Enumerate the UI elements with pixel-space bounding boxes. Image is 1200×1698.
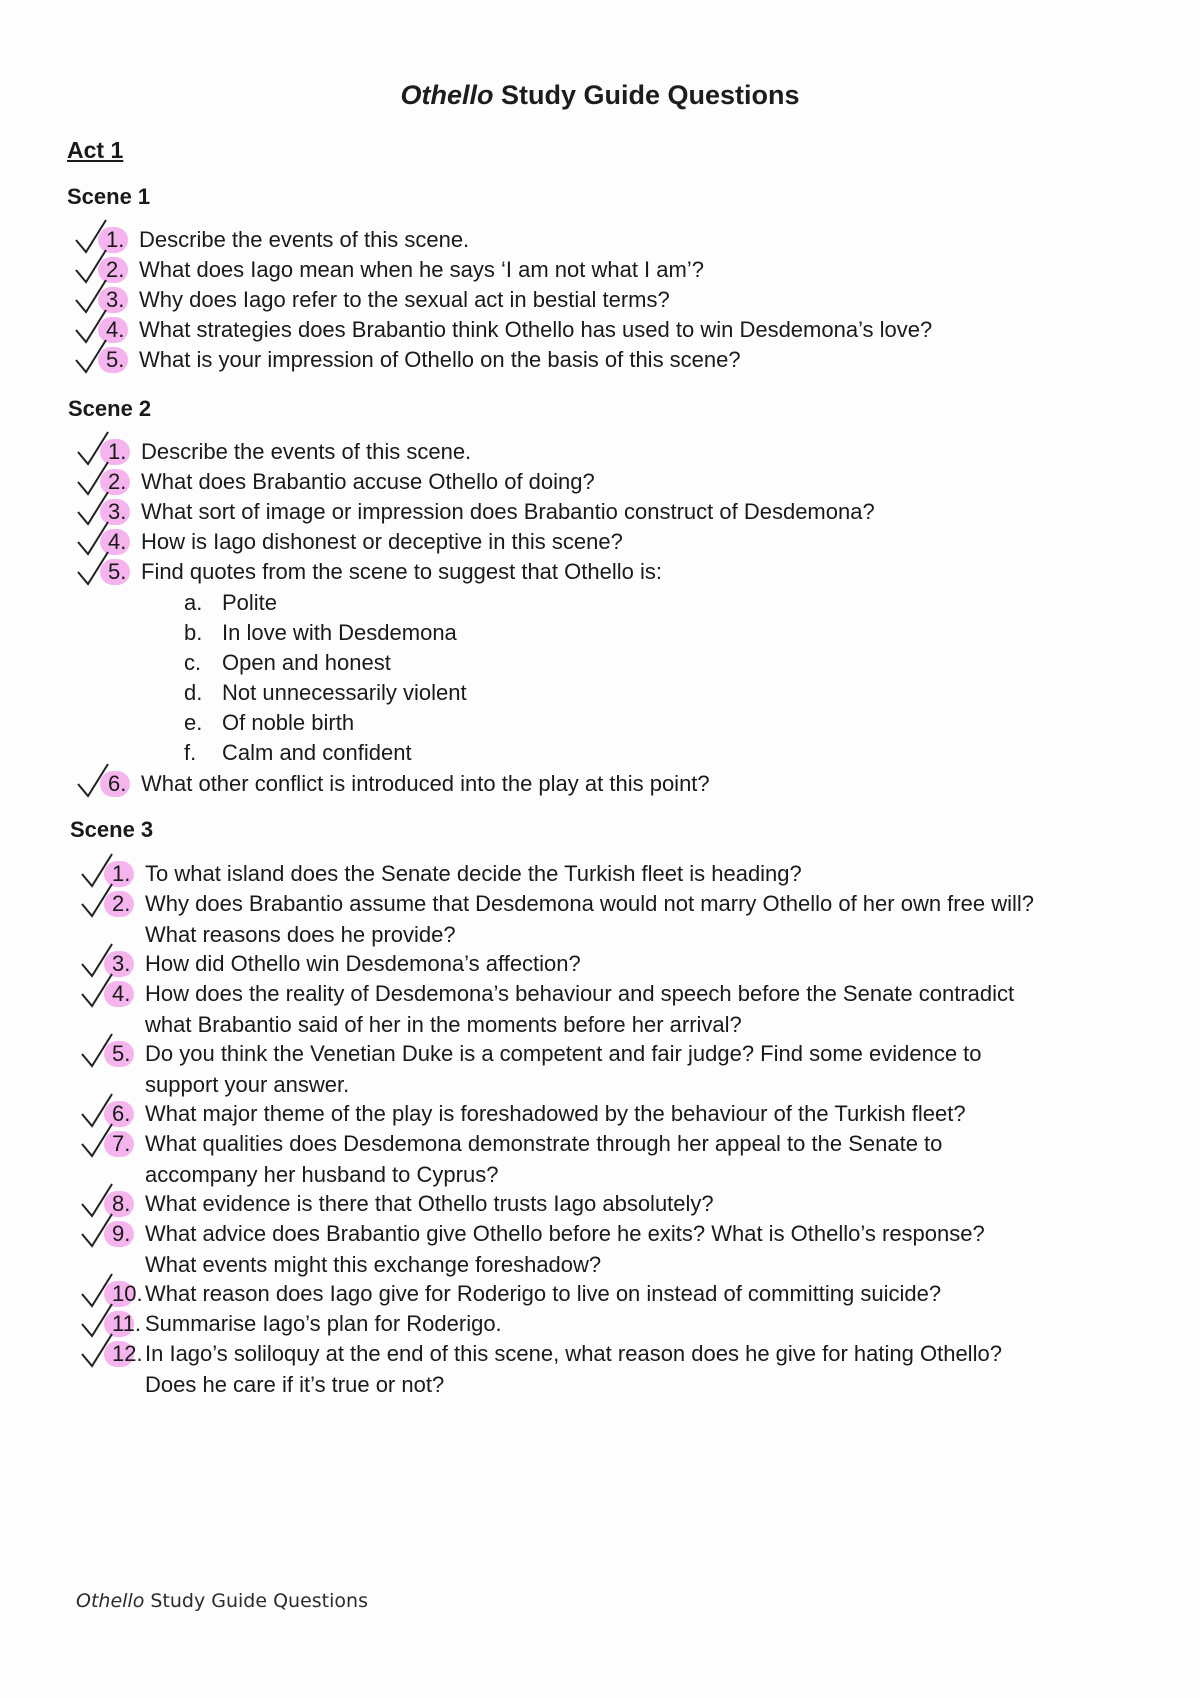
question-text: What other conflict is introduced into the play at this point? (141, 771, 710, 796)
question-text: Describe the events of this scene. (139, 227, 470, 252)
question-text: What major theme of the play is foreshadowed by the behaviour of the Turkish fleet? (145, 1101, 966, 1126)
subitem-text: Of noble birth (222, 710, 355, 735)
question-text: Do you think the Venetian Duke is a competent and fair judge? Find some evidence to (145, 1041, 982, 1066)
question-text: How is Iago dishonest or deceptive in this scene? (141, 529, 623, 554)
question-number: 12. (112, 1341, 143, 1366)
question-text: What qualities does Desdemona demonstrate through her appeal to the Senate to (145, 1131, 943, 1156)
act-heading: Act 1 (67, 137, 124, 163)
footer-italic: Othello (76, 1590, 145, 1612)
question-number: 3. (106, 287, 125, 312)
question-number: 4. (108, 529, 127, 554)
page-title (0, 80, 1200, 111)
question-text-continued: support your answer. (145, 1072, 350, 1097)
question-number: 5. (108, 559, 127, 584)
subitem-letter: c. (184, 650, 202, 675)
scene-heading-1: Scene 1 (67, 184, 151, 209)
question-text: What advice does Brabantio give Othello before he exits? What is Othello’s response? (145, 1221, 985, 1246)
subitem-letter: b. (184, 620, 203, 645)
title-italic: Othello (400, 80, 494, 110)
question-text: To what island does the Senate decide the Turkish fleet is heading? (145, 861, 802, 886)
question-text: Why does Brabantio assume that Desdemona would not marry Othello of her own free will? (145, 891, 1034, 916)
question-text: What reason does Iago give for Roderigo to live on instead of committing suicide? (145, 1281, 942, 1306)
question-text: What does Iago mean when he says ‘I am not what I am’? (139, 257, 704, 282)
question-number: 2. (106, 257, 125, 282)
question-text: Find quotes from the scene to suggest that Othello is: (141, 559, 662, 584)
question-text: Summarise Iago’s plan for Roderigo. (145, 1311, 502, 1336)
question-text-continued: What events might this exchange foreshadow? (145, 1252, 602, 1277)
question-text: What strategies does Brabantio think Othello has used to win Desdemona’s love? (139, 317, 933, 342)
subitem-text: Calm and confident (222, 740, 412, 765)
question-number: 2. (112, 891, 131, 916)
question-number: 8. (112, 1191, 131, 1216)
question-text: What is your impression of Othello on the basis of this scene? (139, 347, 741, 372)
question-number: 11. (112, 1311, 141, 1336)
question-number: 3. (112, 951, 131, 976)
question-text: What evidence is there that Othello trusts Iago absolutely? (145, 1191, 714, 1216)
question-number: 5. (112, 1041, 131, 1066)
question-text: How does the reality of Desdemona’s behaviour and speech before the Senate contradict (145, 981, 1015, 1006)
question-text: In Iago’s soliloquy at the end of this scene, what reason does he give for hating Othello? (145, 1341, 1002, 1366)
question-text: Describe the events of this scene. (141, 439, 472, 464)
question-number: 7. (112, 1131, 131, 1156)
title-rest: Study Guide Questions (493, 80, 800, 110)
question-text-continued: What reasons does he provide? (145, 922, 456, 947)
question-number: 1. (106, 227, 125, 252)
subitem-letter: d. (184, 680, 203, 705)
subitem-text: Not unnecessarily violent (222, 680, 467, 705)
subitem-text: Polite (222, 590, 278, 615)
question-text-continued: Does he care if it’s true or not? (145, 1372, 445, 1397)
question-number: 5. (106, 347, 125, 372)
question-number: 3. (108, 499, 127, 524)
page-footer (76, 1590, 368, 1612)
question-number: 6. (108, 771, 127, 796)
subitem-letter: a. (184, 590, 203, 615)
question-text: How did Othello win Desdemona’s affection? (145, 951, 581, 976)
question-number: 1. (108, 439, 127, 464)
question-number: 9. (112, 1221, 131, 1246)
scene-heading-2: Scene 2 (68, 396, 152, 421)
question-number: 4. (112, 981, 131, 1006)
question-number: 2. (108, 469, 127, 494)
subitem-text: Open and honest (222, 650, 391, 675)
question-text: What sort of image or impression does Brabantio construct of Desdemona? (141, 499, 875, 524)
question-number: 1. (112, 861, 131, 886)
subitem-letter: f. (184, 740, 197, 765)
question-number: 6. (112, 1101, 131, 1126)
scene-heading-3: Scene 3 (70, 817, 154, 842)
question-text: What does Brabantio accuse Othello of doing? (141, 469, 595, 494)
question-number: 10. (112, 1281, 143, 1306)
question-text-continued: what Brabantio said of her in the moments before her arrival? (145, 1012, 742, 1037)
subitem-letter: e. (184, 710, 203, 735)
subitem-text: In love with Desdemona (222, 620, 457, 645)
question-text: Why does Iago refer to the sexual act in bestial terms? (139, 287, 670, 312)
footer-rest: Study Guide Questions (144, 1590, 368, 1612)
question-number: 4. (106, 317, 125, 342)
question-text-continued: accompany her husband to Cyprus? (145, 1162, 499, 1187)
